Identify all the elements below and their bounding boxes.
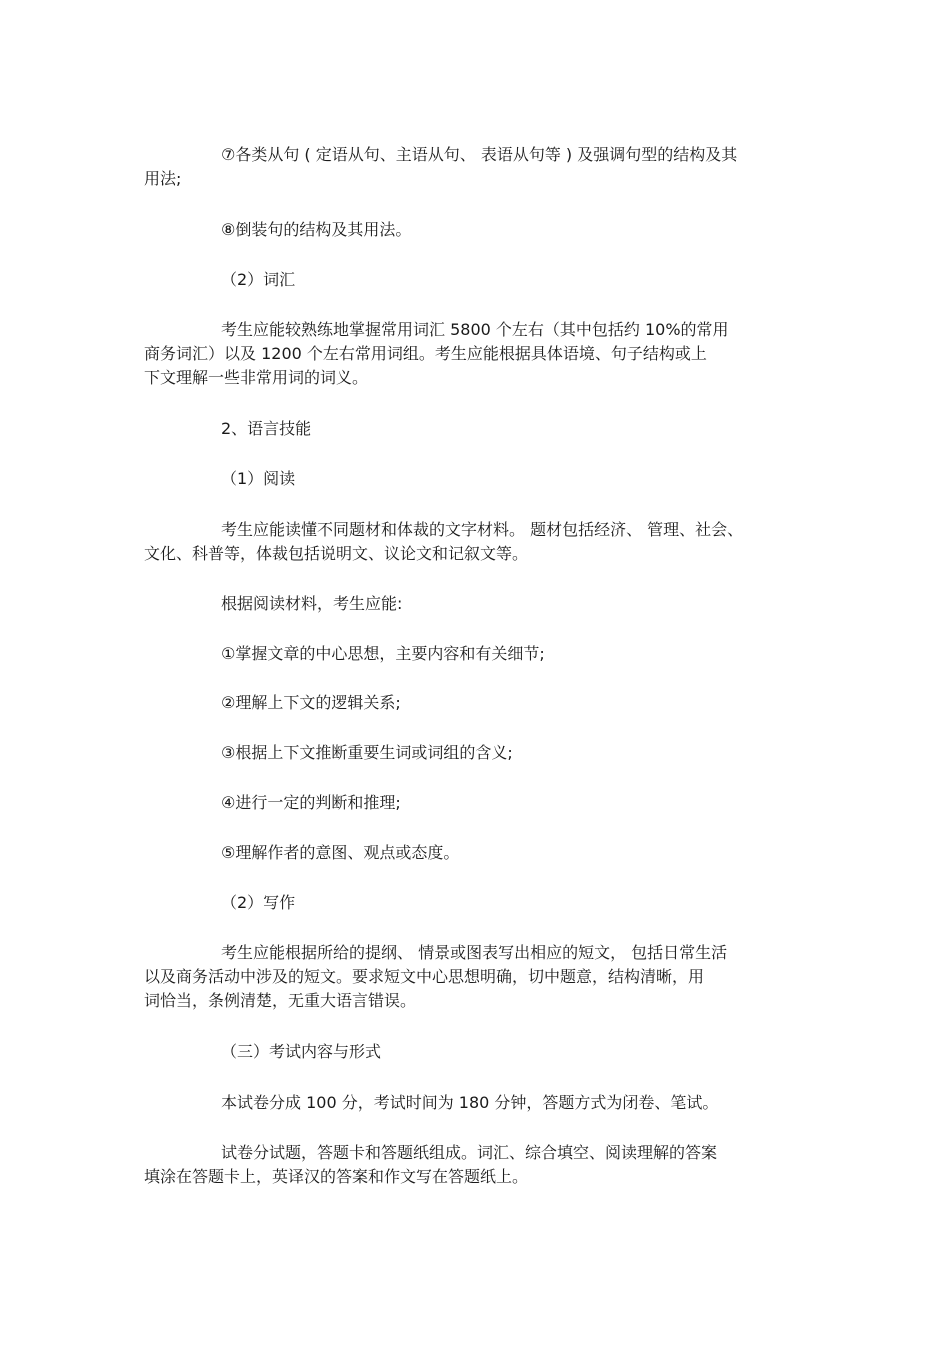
paragraph-exam-score [144,1091,814,1115]
heading-reading [144,467,814,491]
paragraph-reading-abilities [144,592,814,616]
heading-exam-content [144,1040,814,1064]
text-line: （2）词汇 [221,270,296,289]
text-line: （1）阅读 [221,469,296,488]
text-line: 考生应能根据所给的提纲、 情景或图表写出相应的短文， 包括日常生活 [221,943,728,962]
paragraph-vocabulary [144,318,814,390]
list-item-reading-2 [144,691,814,715]
text-line: 考生应能读懂不同题材和体裁的文字材料。 题材包括经济、 管理、社会、 [221,520,744,539]
text-line: 试卷分试题，答题卡和答题纸组成。词汇、综合填空、阅读理解的答案 [221,1143,718,1162]
text-line: 用法; [144,169,182,188]
paragraph-inversion [144,218,814,242]
paragraph-clause-types [144,143,814,191]
text-line: 商务词汇）以及 1200 个左右常用词组。考生应能根据具体语境、句子结构或上 [144,344,707,363]
text-line: ⑧倒装句的结构及其用法。 [221,220,412,239]
text-line: 2、语言技能 [221,419,312,438]
text-line: ⑤理解作者的意图、观点或态度。 [221,843,460,862]
text-line: 词恰当，条例清楚，无重大语言错误。 [144,991,417,1010]
list-item-reading-5 [144,841,814,865]
text-line: （三）考试内容与形式 [221,1042,382,1061]
text-line: ③根据上下文推断重要生词或词组的含义; [221,743,513,762]
text-line: 下文理解一些非常用词的词义。 [144,368,369,387]
text-line: 填涂在答题卡上，英译汉的答案和作文写在答题纸上。 [144,1167,529,1186]
list-item-reading-3 [144,741,814,765]
heading-writing [144,891,814,915]
heading-language-skills [144,417,814,441]
paragraph-answer-sheet [144,1141,814,1189]
paragraph-reading [144,518,814,566]
heading-vocabulary [144,268,814,292]
text-line: 文化、科普等，体裁包括说明文、议论文和记叙文等。 [144,544,529,563]
paragraph-writing [144,941,814,1013]
text-line: 根据阅读材料，考生应能: [221,594,403,613]
list-item-reading-4 [144,791,814,815]
text-line: ⑦各类从句 ( 定语从句、主语从句、 表语从句等 ) 及强调句型的结构及其 [221,145,738,164]
text-line: 以及商务活动中涉及的短文。要求短文中心思想明确，切中题意，结构清晰，用 [144,967,705,986]
text-line: ④进行一定的判断和推理; [221,793,401,812]
text-line: ②理解上下文的逻辑关系; [221,693,401,712]
list-item-reading-1 [144,642,814,666]
text-line: ①掌握文章的中心思想，主要内容和有关细节; [221,644,545,663]
text-line: 本试卷分成 100 分，考试时间为 180 分钟，答题方式为闭卷、笔试。 [221,1093,719,1112]
text-line: 考生应能较熟练地掌握常用词汇 5800 个左右（其中包括约 10%的常用 [221,320,729,339]
text-line: （2）写作 [221,893,296,912]
